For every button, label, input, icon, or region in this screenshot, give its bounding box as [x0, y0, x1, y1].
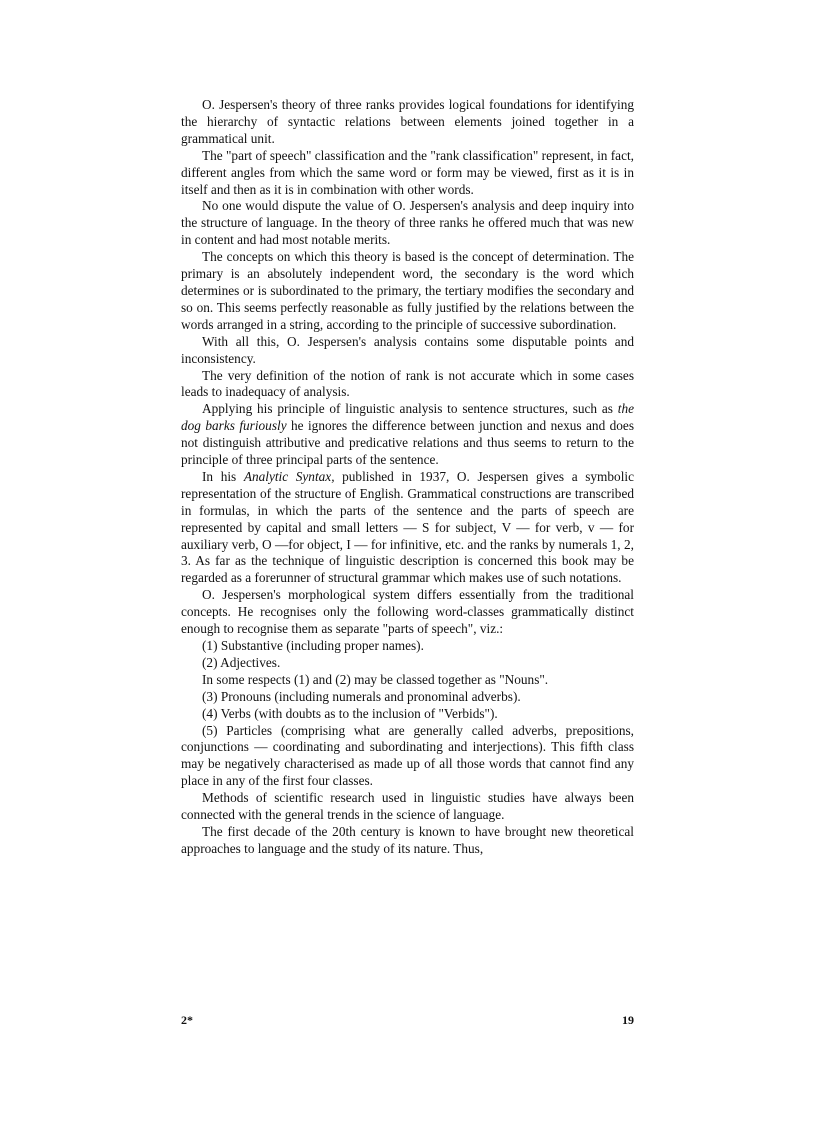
text-run: published in 1937, O. Jespersen gives a symbolic representation of the structure of English. Grammatical constructions are transcribed in formulas, in which the parts of the sentence and the parts of speech are represented by capital and small letters — S for subject, V — for verb, v — for auxiliary verb, O —for object, I — for infinitive, etc. and the ranks by numerals 1, 2, 3. As far as the technique of linguistic description is concerned this book may be regarded as a forerunner of structural grammar which makes use of such notations.: [181, 468, 634, 586]
paragraph: O. Jespersen's theory of three ranks provides logical foundations for identifying the hierarchy of syntactic relations between elements joined together in a grammatical unit.: [181, 97, 634, 146]
paragraph: No one would dispute the value of O. Jespersen's analysis and deep inquiry into the structure of language. In the theory of three ranks he offered much that was new in content and had most notable merits.: [181, 198, 634, 248]
list-item: (5) Particles (comprising what are generally called adverbs, prepositions, conjunctions — coordinating and subordinating and interjections). This fifth class may be negatively characterised as made up of all those words that cannot find any place in any of the first four classes.: [181, 722, 634, 789]
text-run: Applying his principle of linguistic analysis to sentence structures, such as: [202, 401, 618, 417]
book-title: Analytic Syntax,: [243, 468, 335, 484]
paragraph: The "part of speech" classification and the "rank classification" represent, in fact, different angles from which the same word or form may be viewed, first as it is in itself and then as it is in combination with other words.: [181, 147, 634, 197]
paragraph: The first decade of the 20th century is known to have brought new theoretical approaches to language and the study of its nature. Thus,: [181, 823, 634, 856]
text-run: he ignores the difference between junction and nexus and does not distinguish attributive and predicative relations and thus seems to return to the principle of three principal parts of the sentence.: [181, 418, 635, 468]
signature-mark: 2*: [181, 1013, 193, 1027]
paragraph: [181, 469, 634, 587]
paragraph: O. Jespersen's morphological system differs essentially from the traditional concepts. He recognises only the following word-classes grammatically distinct enough to recognise them as separate "parts of speech", viz.:: [181, 587, 634, 637]
list-item: (3) Pronouns (including numerals and pronominal adverbs).: [202, 688, 521, 704]
list-item: (1) Substantive (including proper names).: [202, 638, 424, 653]
example-phrase: the dog barks furiously: [181, 401, 634, 434]
page-number: 19: [622, 1013, 634, 1027]
list-item: (4) Verbs (with doubts as to the inclusion of "Verbids").: [202, 705, 498, 721]
page-body: [181, 97, 634, 858]
paragraph: The very definition of the notion of rank is not accurate which in some cases leads to inadequacy of analysis.: [181, 367, 634, 400]
text-run: In his: [202, 468, 244, 484]
paragraph: Methods of scientific research used in linguistic studies have always been connected with the general trends in the science of language.: [181, 790, 634, 823]
paragraph: [181, 401, 634, 469]
list-item: (2) Adjectives.: [202, 654, 281, 670]
page-footer: [181, 1013, 634, 1031]
list-note: In some respects (1) and (2) may be classed together as "Nouns".: [202, 671, 549, 687]
paragraph: The concepts on which this theory is based is the concept of determination. The primary is an absolutely independent word, the secondary is the word which determines or is subordinated to the primary, the tertiary modifies the secondary and so on. This seems perfectly reasonable as fully justified by the relations between the words arranged in a string, according to the principle of successive subordination.: [181, 249, 634, 332]
paragraph: With all this, O. Jespersen's analysis contains some disputable points and inconsistency.: [181, 333, 634, 366]
